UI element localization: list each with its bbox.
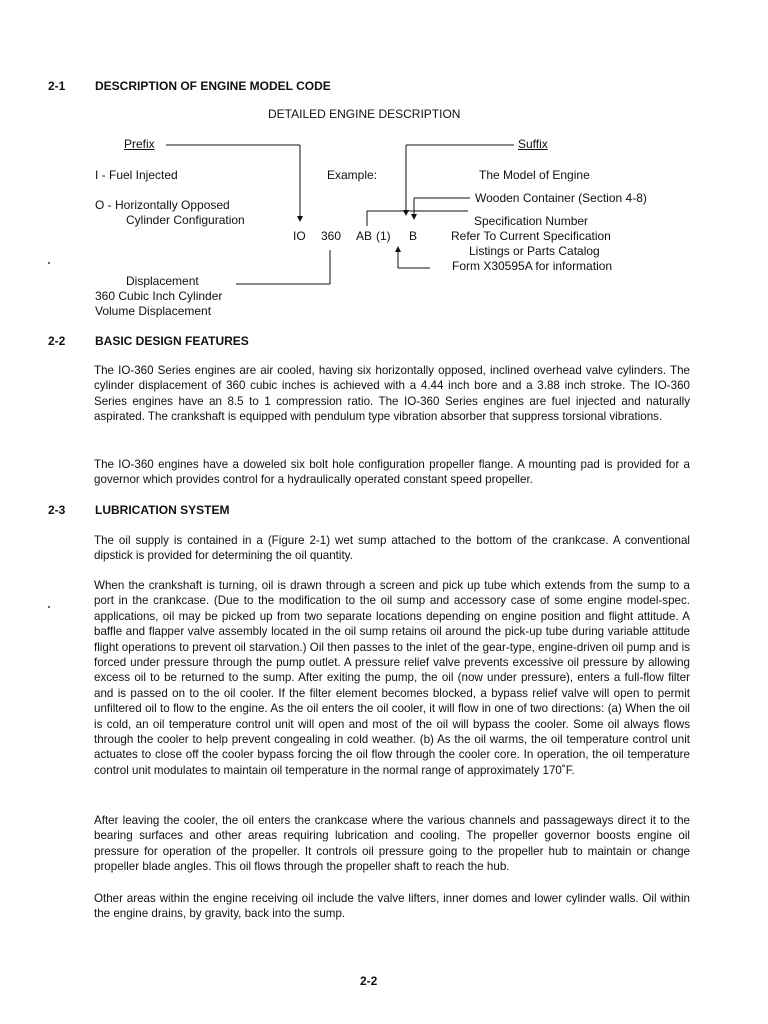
volume-displacement-label: Volume Displacement xyxy=(95,304,212,318)
paragraph-lube-2: When the crankshaft is turning, oil is drawn through a screen and pick up tube which extends from the sump to a port in the crankcase. (Due to the modification to the oil sump and accessory case of some engine model-spec. applications, oil may be picked up from two separate locations depending on engine position and flight attitude. A baffle and flapper valve assembly located in the oil sump retains oil around the pick-up tube during variable attitude flight operations to prevent oil starvation.) Oil then passes to the inlet of the gear-type, engine-driven oil pump and is forced under pressure through the pump outlet. A pressure relief valve prevents excessive oil pressure by allowing excess oil to be returned to the sump. After exiting the pump, the oil (now under pressure), enters a full-flow filter and is passed on to the oil cooler. If the filter element becomes blocked, a bypass relief valve will open to permit unfiltered oil to flow to the engine. As the oil enters the oil cooler, it will flow in one of two directions: (a) When the oil is cold, an oil temperature control unit will open and most of the oil will bypass the cooler. Some oil always flows through the cooler to help prevent congealing in cold weather. (b) As the oil warms, the oil temperature control unit actuates to close off the cooler bypass forcing the oil flow through the cooler core. In operation, the oil temperature control unit modulates to maintain oil temperature in the normal range of approximately 170˚F. xyxy=(94,579,690,777)
section-title-lubrication: LUBRICATION SYSTEM xyxy=(95,503,230,517)
cylinder-configuration-label: Cylinder Configuration xyxy=(126,213,245,227)
prefix-label: Prefix xyxy=(124,137,155,151)
displacement-label: Displacement xyxy=(126,274,199,288)
example-label: Example: xyxy=(327,168,378,182)
form-x30595a-label: Form X30595A for information xyxy=(452,259,613,273)
listings-or-parts-catalog-label: Listings or Parts Catalog xyxy=(469,244,600,258)
wooden-container-label: Wooden Container (Section 4-8) xyxy=(475,191,647,205)
refer-to-specification-label: Refer To Current Specification xyxy=(451,229,611,243)
suffix-label: Suffix xyxy=(518,137,548,151)
section-title-basic-design: BASIC DESIGN FEATURES xyxy=(95,334,249,348)
code-ab: AB xyxy=(356,229,373,243)
paragraph-lube-1: The oil supply is contained in a (Figure 2-1) wet sump attached to the bottom of the crankcase. A conventional dipstick is provided for determining the oil quantity. xyxy=(94,534,690,563)
paragraph-design-1: The IO-360 Series engines are air cooled, having six horizontally opposed, inclined overhead valve cylinders. The cylinder displacement of 360 cubic inches is achieved with a 4.44 inch bore and a 3.88 inch stroke. The IO-360 Series engines have an 8.5 to 1 compression ratio. The IO-360 Series engines are fuel injected and naturally aspirated. The crankshaft is equipped with pendulum type vibration absorber that suppress torsional vibrations. xyxy=(94,364,690,424)
paragraph-lube-3: After leaving the cooler, the oil enters the crankcase where the various channels and passageways direct it to the bearing surfaces and other areas requiring lubrication and cooling. The propeller governor boosts engine oil pressure for operation of the propeller. It controls oil pressure going to the propeller hub to maintain or change propeller blade angles. This oil flows through the propeller shaft to reach the hub. xyxy=(94,814,690,874)
page-number: 2-2 xyxy=(360,974,378,988)
model-of-engine-label: The Model of Engine xyxy=(479,168,590,182)
section-number-2-3: 2-3 xyxy=(48,503,66,517)
paragraph-design-2: The IO-360 engines have a doweled six bolt hole configuration propeller flange. A mounting pad is provided for a governor which provides control for a hydraulically operated constant speed propeller. xyxy=(94,458,690,487)
paragraph-lube-4: Other areas within the engine receiving oil include the valve lifters, inner domes and lower cylinder walls. Oil within the engine drains, by gravity, back into the sump. xyxy=(94,892,690,921)
diagram-heading: DETAILED ENGINE DESCRIPTION xyxy=(268,107,461,121)
section-title-engine-model-code: DESCRIPTION OF ENGINE MODEL CODE xyxy=(95,79,331,93)
scan-speck xyxy=(48,262,50,264)
code-b: B xyxy=(409,229,418,243)
horizontally-opposed-label: O - Horizontally Opposed xyxy=(95,198,230,212)
specification-number-label: Specification Number xyxy=(474,214,589,228)
code-io: IO xyxy=(293,229,306,243)
code-1: (1) xyxy=(376,229,391,243)
fuel-injected-label: I - Fuel Injected xyxy=(95,168,178,182)
cubic-inch-cylinder-label: 360 Cubic Inch Cylinder xyxy=(95,289,223,303)
section-number-2-1: 2-1 xyxy=(48,79,66,93)
diagram-connector-lines xyxy=(0,0,768,330)
code-360: 360 xyxy=(321,229,342,243)
scan-speck xyxy=(48,606,50,608)
section-number-2-2: 2-2 xyxy=(48,334,66,348)
